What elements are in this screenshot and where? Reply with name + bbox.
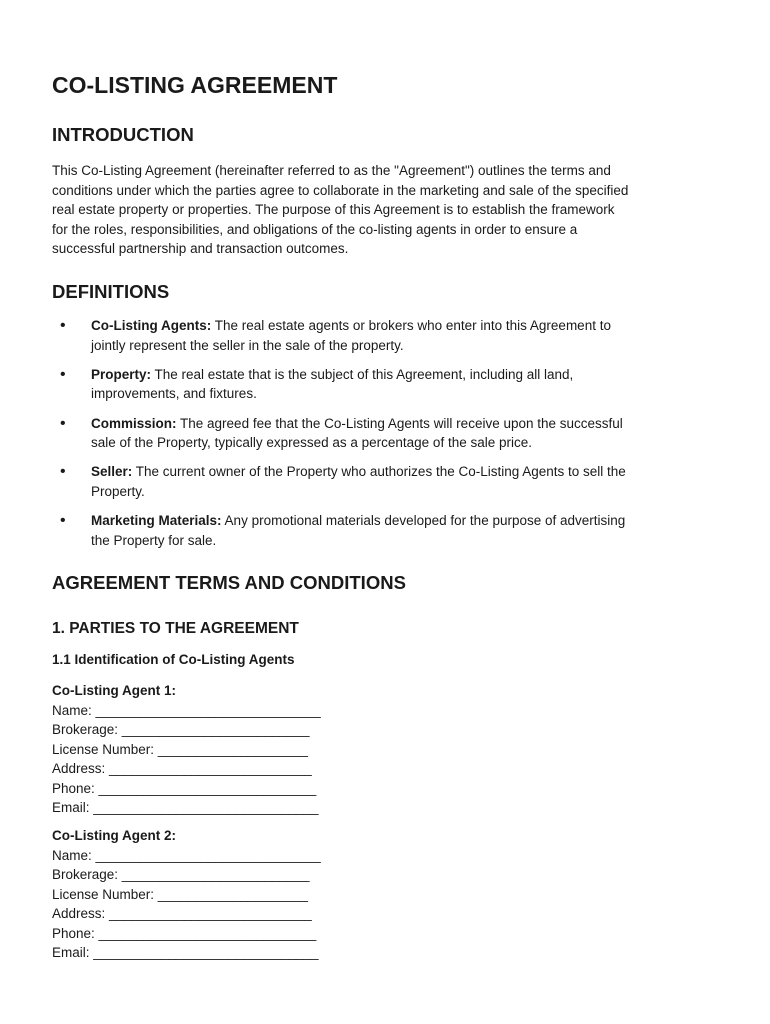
agent-2-email-field[interactable]: Email: ______________________________ (52, 945, 319, 960)
introduction-line: for the roles, responsibilities, and obligations of the co-listing agents in order to ensure a (52, 221, 578, 237)
subsection-1-1-heading: 1.1 Identification of Co-Listing Agents (52, 652, 295, 667)
definition-item (52, 316, 722, 365)
agent-1-address-field[interactable]: Address: ___________________________ (52, 761, 312, 776)
bullet-icon: • (60, 317, 66, 334)
introduction-heading: INTRODUCTION (52, 124, 194, 145)
definition-text: The real estate agents or brokers who enter into this Agreement to (211, 318, 611, 333)
definition-item (52, 462, 722, 511)
agent-2-block (52, 826, 321, 963)
agent-1-phone-field[interactable]: Phone: _____________________________ (52, 780, 317, 796)
agent-1-email-field[interactable]: Email: ______________________________ (52, 800, 319, 815)
definition-text: The agreed fee that the Co-Listing Agents will receive upon the successful (176, 415, 623, 431)
definition-term: Property: (91, 366, 152, 382)
definition-term: Seller: (91, 464, 133, 480)
definition-term: Co-Listing Agents: (91, 318, 212, 333)
introduction-line: real estate property or properties. The purpose of this Agreement is to establish the framework (52, 202, 615, 218)
definition-item (52, 511, 722, 560)
agent-1-name-field[interactable]: Name: ______________________________ (52, 702, 321, 718)
definition-text: the Property for sale. (91, 532, 217, 548)
introduction-line: conditions under which the parties agree to collaborate in the marketing and sale of the specified (52, 182, 629, 198)
definition-term: Marketing Materials: (91, 513, 222, 529)
definition-text: The real estate that is the subject of this Agreement, including all land, (151, 366, 574, 382)
section-1-heading: 1. PARTIES TO THE AGREEMENT (52, 620, 299, 637)
document-title: CO-LISTING AGREEMENT (52, 72, 338, 98)
definition-item (52, 414, 722, 463)
definition-text: The current owner of the Property who authorizes the Co-Listing Agents to sell the (132, 464, 626, 480)
terms-heading: AGREEMENT TERMS AND CONDITIONS (52, 572, 406, 593)
agent-1-brokerage-field[interactable]: Brokerage: _________________________ (52, 722, 310, 737)
introduction-line: This Co-Listing Agreement (hereinafter referred to as the "Agreement") outlines the terms and (52, 163, 611, 178)
bullet-icon: • (60, 414, 66, 432)
bullet-icon: • (60, 512, 66, 530)
agent-2-phone-field[interactable]: Phone: _____________________________ (52, 925, 317, 941)
agent-2-label: Co-Listing Agent 2: (52, 828, 176, 843)
bullet-icon: • (60, 365, 66, 383)
definition-text: Any promotional materials developed for the purpose of advertising (221, 513, 626, 529)
bullet-icon: • (60, 463, 66, 481)
agent-1-block (52, 681, 321, 818)
agent-2-address-field[interactable]: Address: ___________________________ (52, 906, 312, 921)
introduction-paragraph (52, 161, 722, 259)
agent-2-license-field[interactable]: License Number: ____________________ (52, 886, 308, 902)
definition-text: sale of the Property, typically expressed as a percentage of the sale price. (91, 435, 532, 451)
agent-1-license-field[interactable]: License Number: ____________________ (52, 741, 308, 757)
agent-2-name-field[interactable]: Name: ______________________________ (52, 847, 321, 863)
agent-1-label: Co-Listing Agent 1: (52, 683, 176, 698)
definitions-list (52, 316, 722, 560)
definitions-heading: DEFINITIONS (52, 281, 170, 302)
definition-item (52, 365, 722, 414)
definition-term: Commission: (91, 415, 177, 431)
introduction-line: successful partnership and transaction outcomes. (52, 241, 349, 257)
definition-text: jointly represent the seller in the sale of the property. (91, 337, 404, 353)
definition-text: Property. (91, 483, 145, 499)
agent-2-brokerage-field[interactable]: Brokerage: _________________________ (52, 867, 310, 882)
definition-text: improvements, and fixtures. (91, 386, 257, 402)
